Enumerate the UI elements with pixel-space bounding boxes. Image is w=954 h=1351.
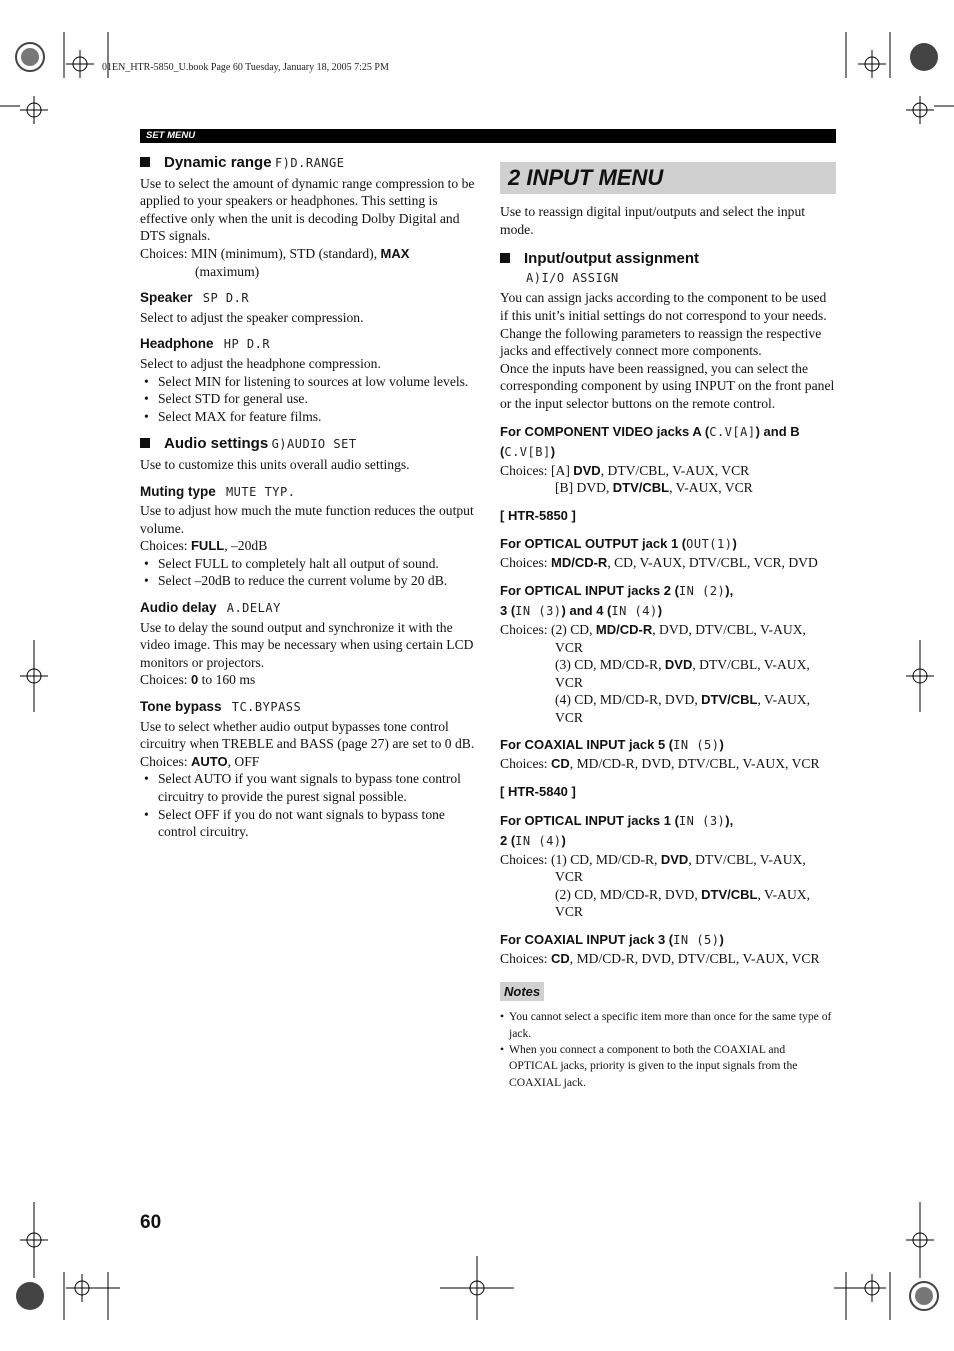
list-item: • When you connect a component to both the COAXIAL and OPTICAL jacks, priority is given to the input signals from the COAXIAL jack.	[500, 1042, 836, 1091]
io-assign-desc2: Once the inputs have been reassigned, you can select the corresponding component by using INPUT on the front panel or the input selector buttons on the remote control.	[500, 360, 835, 411]
menu-title: 2 INPUT MENU	[508, 165, 664, 190]
tone-bypass-heading: Tone bypass TC.BYPASS	[140, 699, 302, 715]
coaxial-input-3-heading: For COAXIAL INPUT jack 3 (IN (5))	[500, 932, 724, 948]
optical-input-12-choices-1: Choices: (1) CD, MD/CD-R, DVD, DTV/CBL, V-AUX, VCR	[500, 851, 806, 885]
optical-input-234-heading: For OPTICAL INPUT jacks 2 (IN (2)), 3 (IN (3)) and 4 (IN (4))	[500, 582, 734, 618]
headphone-heading: Headphone HP D.R	[140, 336, 271, 352]
notes-label: Notes	[500, 982, 544, 1002]
model-heading-5850: [ HTR-5850 ]	[500, 507, 576, 523]
io-assign-code: A)I/O ASSIGN	[526, 270, 619, 285]
muting-type-choices: Choices: FULL, –20dB	[140, 538, 268, 554]
list-item: • You cannot select a specific item more than once for the same type of jack.	[500, 1009, 836, 1042]
muting-type-desc: Use to adjust how much the mute function reduces the output volume.	[140, 503, 474, 536]
muting-type-bullets	[140, 555, 476, 590]
headphone-desc: Select to adjust the headphone compression.	[140, 355, 381, 371]
muting-type-heading: Muting type MUTE TYP.	[140, 483, 296, 499]
coaxial-input-5-heading: For COAXIAL INPUT jack 5 (IN (5))	[500, 737, 724, 753]
component-choices-a: Choices: [A] DVD, DTV/CBL, V-AUX, VCR	[500, 462, 750, 478]
input-menu-intro: Use to reassign digital input/outputs and select the input mode.	[500, 204, 806, 237]
component-choices-b: [B] DVD, DTV/CBL, V-AUX, VCR	[555, 480, 753, 496]
section-bar: SET MENU	[140, 129, 836, 143]
dynamic-range-desc: Use to select the amount of dynamic range compression to be applied to your speakers or headphones. This setting is effective only when the unit is decoding Dolby Digital and DTS signals.	[140, 175, 475, 244]
page-number: 60	[140, 1212, 162, 1233]
list-item: • Select FULL to completely halt all output of sound.	[140, 555, 476, 573]
audio-delay-heading: Audio delay A.DELAY	[140, 600, 281, 616]
component-video-heading: For COMPONENT VIDEO jacks A (C.V[A]) and B (C.V[B])	[500, 423, 800, 459]
dynamic-range-choices: Choices: MIN (minimum), STD (standard), MAX	[140, 245, 410, 261]
list-item: • Select MIN for listening to sources at low volume levels.	[140, 373, 476, 391]
tone-bypass-bullets	[140, 770, 476, 840]
tone-bypass-choices: Choices: AUTO, OFF	[140, 753, 260, 769]
menu-title-band	[500, 162, 836, 194]
square-bullet-icon	[140, 438, 150, 448]
square-bullet-icon	[500, 253, 510, 263]
list-item: • Select OFF if you do not want signals to bypass tone control circuitry.	[140, 806, 476, 841]
list-item: • Select MAX for feature films.	[140, 408, 476, 426]
audio-delay-choices: Choices: 0 to 160 ms	[140, 672, 256, 688]
optical-input-12-heading: For OPTICAL INPUT jacks 1 (IN (3)), 2 (IN (4))	[500, 812, 734, 848]
notes-block	[500, 982, 836, 1092]
speaker-heading: Speaker SP D.R	[140, 290, 250, 306]
left-column	[140, 154, 476, 841]
io-assign-desc1: You can assign jacks according to the component to be used if this unit’s initial settings do not correspond to your needs. Change the following parameters to reassign the respective jacks and effectively connect more components.	[500, 290, 827, 359]
dynamic-range-choices-tail: (maximum)	[195, 263, 260, 279]
audio-settings-heading: Audio settings G)AUDIO SET	[140, 435, 476, 454]
optical-output-1-choices: Choices: MD/CD-R, CD, V-AUX, DTV/CBL, VCR, DVD	[500, 555, 818, 571]
optical-output-1-heading: For OPTICAL OUTPUT jack 1 (OUT(1))	[500, 536, 737, 552]
right-column	[500, 203, 836, 1091]
speaker-desc: Select to adjust the speaker compression.	[140, 309, 364, 325]
square-bullet-icon	[140, 157, 150, 167]
audio-delay-desc: Use to delay the sound output and synchronize it with the video image. This may be necessary when using certain LCD monitors or projectors.	[140, 619, 474, 670]
optical-input-12-choices-2: (2) CD, MD/CD-R, DVD, DTV/CBL, V-AUX, VCR	[555, 886, 810, 920]
audio-settings-desc: Use to customize this units overall audio settings.	[140, 456, 410, 472]
file-header: 01EN_HTR-5850_U.book Page 60 Tuesday, January 18, 2005 7:25 PM	[102, 62, 389, 73]
list-item: • Select –20dB to reduce the current volume by 20 dB.	[140, 572, 476, 590]
list-item: • Select AUTO if you want signals to bypass tone control circuitry to provide the purest signal possible.	[140, 770, 476, 805]
optical-input-234-choices-2: Choices: (2) CD, MD/CD-R, DVD, DTV/CBL, V-AUX, VCR	[500, 621, 806, 655]
coaxial-input-3-choices: Choices: CD, MD/CD-R, DVD, DTV/CBL, V-AUX, VCR	[500, 951, 820, 967]
optical-input-234-choices-4: (4) CD, MD/CD-R, DVD, DTV/CBL, V-AUX, VCR	[555, 692, 810, 725]
dynamic-range-heading: Dynamic range F)D.RANGE	[140, 154, 476, 173]
headphone-bullets	[140, 373, 476, 426]
coaxial-input-5-choices: Choices: CD, MD/CD-R, DVD, DTV/CBL, V-AUX, VCR	[500, 756, 820, 772]
optical-input-234-choices-3: (3) CD, MD/CD-R, DVD, DTV/CBL, V-AUX, VCR	[555, 657, 810, 690]
io-assign-heading: Input/output assignment	[500, 250, 836, 268]
tone-bypass-desc: Use to select whether audio output bypasses tone control circuitry when TREBLE and BASS (page 27) are set to 0 dB.	[140, 718, 475, 752]
list-item: • Select STD for general use.	[140, 390, 476, 408]
model-heading-5840: [ HTR-5840 ]	[500, 784, 576, 800]
